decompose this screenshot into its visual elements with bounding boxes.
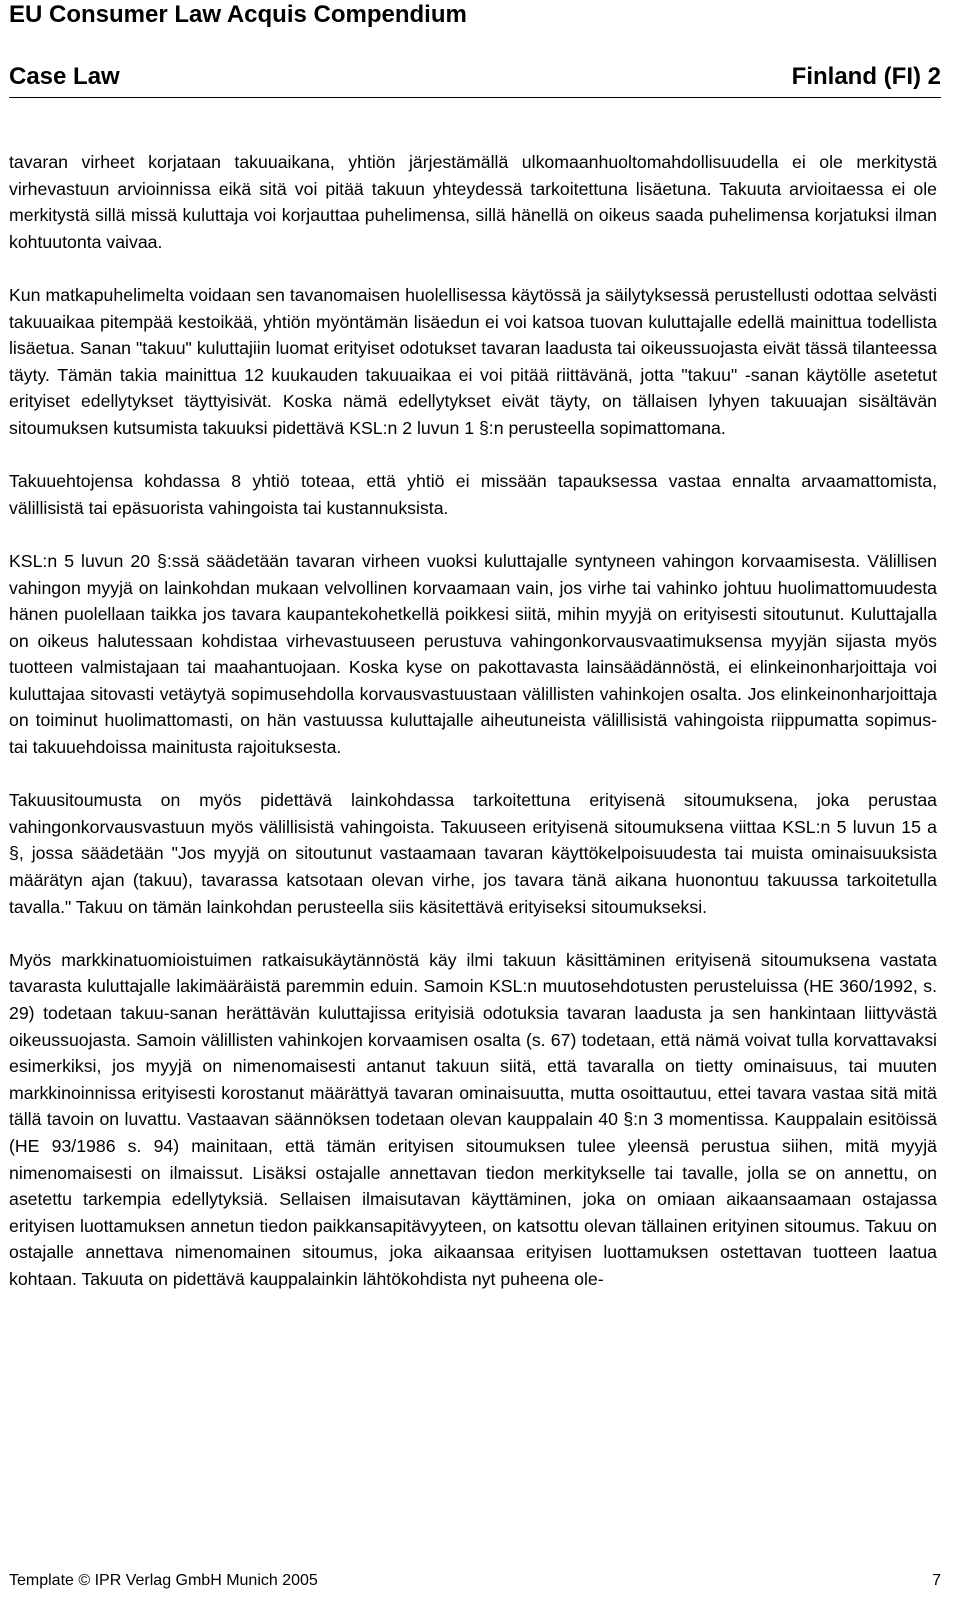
paragraph: Myös markkinatuomioistuimen ratkaisukäytännöstä käy ilmi takuun käsittäminen erityisenä sitoumuksena vastata tavarasta kuluttajalle lakimääräistä paremmin eduin. Samoin KSL:n muutosehdotusten perusteluissa (HE 360/1992, s. 29) todetaan takuu-sanan herättävän kuluttajissa erityisiä odotuksia tavaran laadusta ja sen hankintaan liittyvästä oikeussuojasta. Samoin välillisten vahinkojen korvaamisen osalta (s. 67) todetaan, että nämä voivat tulla korvattavaksi esimerkiksi, jos myyjä on nimenomaisesti antanut takuun siitä, että tavaralla on tietty ominaisuus, tai muuten markkinoinnissa erityisesti korostanut määrättyä tavaran ominaisuutta, mutta osoittautuu, ettei tavara vastaa sitä mitä tällä tavoin on luvattu. Vastaavan säännöksen todetaan olevan kauppalain 40 §:n 3 momentissa. Kauppalain esitöissä (HE 93/1986 s. 94) mainitaan, että tämän erityisen sitoumuksen tulee yleensä perustua siihen, mitä myyjä nimenomaisesti on ilmaissut. Lisäksi ostajalle annettavan tiedon merkitykselle tai tavalle, jolla se on annettu, on asetettu tarkempia edellytyksiä. Sellaisen ilmaisutavan käyttäminen, joka on omiaan aikaansaamaan ostajassa erityisen luottamuksen annetun tiedon paikkansapitävyyteen, on katsottu olevan tällainen erityinen sitoumus. Takuu on ostajalle annettava nimenomainen sitoumus, joka aikaansaa erityisen luottamuksen ostettavan tuotteen laatua kohtaan. Takuuta on pidettävä kauppalainkin lähtökohdista nyt puheena ole- <box>9 949 937 1289</box>
document-title: EU Consumer Law Acquis Compendium <box>9 1 467 28</box>
section-header <box>9 62 941 94</box>
header-divider <box>9 97 941 98</box>
country-label: Finland (FI) 2 <box>791 63 941 90</box>
page-number: 7 <box>932 1572 941 1589</box>
section-label: Case Law <box>9 63 120 90</box>
paragraph: Kun matkapuhelimelta voidaan sen tavanomaisen huolellisessa käytössä ja säilytyksessä perustellusti odottaa selvästi takuuaikaa pitempää kestoikää, yhtiön myöntämän lisäedun ei voi katsoa tuovan kuluttajalle edellä mainittua todellista lisäetua. Sanan "takuu" kuluttajiin luomat erityiset odotukset tavaran laadusta tai oikeussuojasta eivät tässä tilanteessa täyty. Tämän takia mainittua 12 kuukauden takuuaikaa ei voi pitää riittävänä, jotta "takuu" -sanan käytölle asetetut erityiset edellytykset täyttyisivät. Koska nämä edellytykset eivät täyty, on tällaisen lyhyen takuuajan sisältävän sitoumuksen kutsumista takuuksi pidettävä KSL:n 2 luvun 1 §:n perusteella sopimattomana. <box>9 284 937 438</box>
body-text <box>9 149 937 1293</box>
paragraph: Takuusitoumusta on myös pidettävä lainkohdassa tarkoitettuna erityisenä sitoumuksena, joka perustaa vahingonkorvausvastuun myös välillisistä vahingoista. Takuuseen erityisenä sitoumuksena viittaa KSL:n 5 luvun 15 a §, jossa säädetään "Jos myyjä on sitoutunut vastaamaan tavaran käyttökelpoisuudesta tai muista ominaisuuksista määrätyn ajan (takuu), tavarassa katsotaan olevan virhe, jos tavara tänä aikana huonontuu takuussa tarkoitetulla tavalla." Takuu on tämän lainkohdan perusteella siis käsitettävä erityiseksi sitoumukseksi. <box>9 790 937 917</box>
footer-copyright: Template © IPR Verlag GmbH Munich 2005 <box>9 1572 318 1589</box>
paragraph: Takuuehtojensa kohdassa 8 yhtiö toteaa, että yhtiö ei missään tapauksessa vastaa ennalta arvaamattomista, välillisistä tai epäsuorista vahingoista tai kustannuksista. <box>9 471 937 518</box>
paragraph: KSL:n 5 luvun 20 §:ssä säädetään tavaran virheen vuoksi kuluttajalle syntyneen vahingon korvaamisesta. Välillisen vahingon myyjä on lainkohdan mukaan velvollinen korvaamaan vain, jos virhe tai vahinko johtuu huolimattomuudesta hänen puolellaan taikka jos tavara kaupantekohetkellä poikkesi siitä, mihin myyjä on erityisesti sitoutunut. Kuluttajalla on oikeus halutessaan kohdistaa virhevastuuseen perustuva vahingonkorvausvaatimuksensa myyjän sijasta myös tuotteen valmistajaan tai maahantuojaan. Koska kyse on pakottavasta lainsäädännöstä, ei elinkeinonharjoittaja voi kuluttajaa sitovasti vetäytyä sopimusehdolla korvausvastuustaan välillisten vahinkojen osalta. Jos elinkeinonharjoittaja on toiminut huolimattomasti, on hän vastuussa kuluttajalle aiheutuneista välillisistä vahingoista riippumatta sopimus- tai takuuehdoissa mainitusta rajoituksesta. <box>9 550 937 758</box>
paragraph: tavaran virheet korjataan takuuaikana, yhtiön järjestämällä ulkomaanhuoltomahdollisuudella ei ole merkitystä virhevastuun arvioinnissa eikä sitä voi pitää takuun yhteydessä tarkoitettuna lisäetuna. Takuuta arvioitaessa ei ole merkitystä sillä missä kuluttaja voi korjauttaa puhelimensa, sillä hänellä on oikeus saada puhelimensa korjatuksi ilman kohtuutonta vaivaa. <box>9 152 937 252</box>
